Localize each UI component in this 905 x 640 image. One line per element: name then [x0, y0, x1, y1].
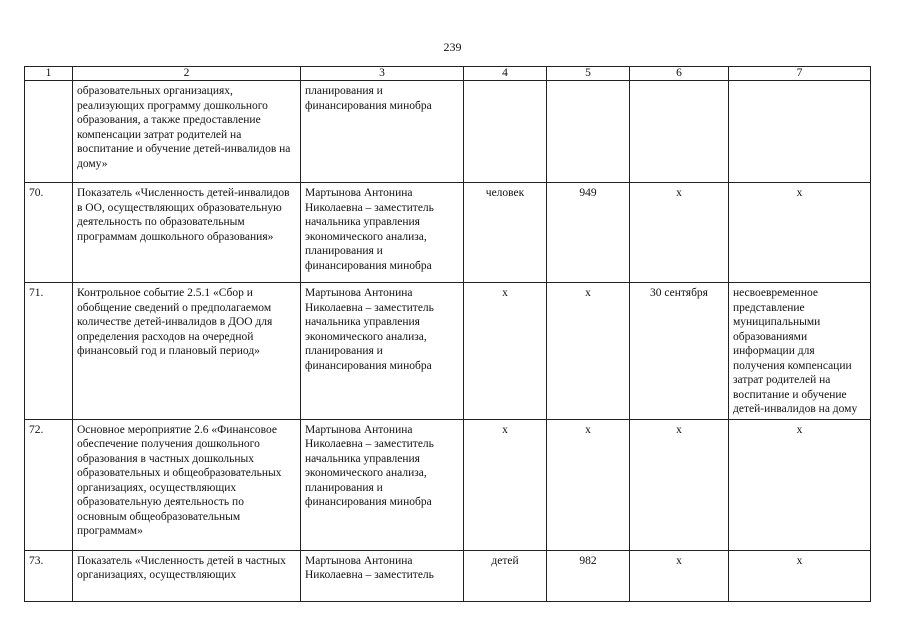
row-unit	[464, 81, 547, 183]
row-number: 72.	[25, 419, 73, 550]
row-date: 30 сентября	[630, 283, 729, 420]
plan-table	[24, 66, 871, 602]
column-header: 3	[301, 67, 464, 81]
row-responsible: Мартынова Антонина Николаевна – заместитель	[301, 550, 464, 601]
table-row	[25, 183, 871, 283]
row-name: образовательных организациях, реализующих программу дошкольного образования, а также предоставление компенсации затрат родителей на воспитание и обучение детей-инвалидов на дому»	[73, 81, 301, 183]
row-number	[25, 81, 73, 183]
table-row	[25, 419, 871, 550]
row-name: Показатель «Численность детей в частных организациях, осуществляющих	[73, 550, 301, 601]
table-row	[25, 81, 871, 183]
row-value: х	[547, 283, 630, 420]
table-row	[25, 283, 871, 420]
row-value: 982	[547, 550, 630, 601]
row-responsible: Мартынова Антонина Николаевна – заместитель начальника управления экономического анализа, планирования и финансирования минобра	[301, 283, 464, 420]
column-header: 5	[547, 67, 630, 81]
row-date	[630, 81, 729, 183]
table-header-row	[25, 67, 871, 81]
row-unit: человек	[464, 183, 547, 283]
row-date: х	[630, 183, 729, 283]
column-header: 6	[630, 67, 729, 81]
row-number: 73.	[25, 550, 73, 601]
row-unit: детей	[464, 550, 547, 601]
column-header: 2	[73, 67, 301, 81]
row-responsible: Мартынова Антонина Николаевна – заместитель начальника управления экономического анализа, планирования и финансирования минобра	[301, 183, 464, 283]
row-date: х	[630, 419, 729, 550]
column-header: 4	[464, 67, 547, 81]
row-unit: х	[464, 419, 547, 550]
row-risk: несвоевременное представление муниципальными образованиями информации для получения компенсации затрат родителей на воспитание и обучение детей-инвалидов на дому	[729, 283, 871, 420]
row-value	[547, 81, 630, 183]
row-responsible: Мартынова Антонина Николаевна – заместитель начальника управления экономического анализа, планирования и финансирования минобра	[301, 419, 464, 550]
page-number: 239	[443, 40, 462, 54]
row-unit: х	[464, 283, 547, 420]
table-row	[25, 550, 871, 601]
row-name: Основное мероприятие 2.6 «Финансовое обеспечение получения дошкольного образования в частных дошкольных образовательных и общеобразовательных организациях, осуществляющих образовательную деятельность по основным общеобразовательным программам»	[73, 419, 301, 550]
row-value: 949	[547, 183, 630, 283]
row-risk: х	[729, 550, 871, 601]
row-value: х	[547, 419, 630, 550]
row-responsible: планирования и финансирования минобра	[301, 81, 464, 183]
row-risk: х	[729, 419, 871, 550]
row-number: 70.	[25, 183, 73, 283]
column-header: 1	[25, 67, 73, 81]
row-risk: х	[729, 183, 871, 283]
column-header: 7	[729, 67, 871, 81]
row-name: Контрольное событие 2.5.1 «Сбор и обобщение сведений о предполагаемом количестве детей-инвалидов в ДОО для определения расходов на очередной финансовый год и плановый период»	[73, 283, 301, 420]
row-risk	[729, 81, 871, 183]
row-date: х	[630, 550, 729, 601]
row-name: Показатель «Численность детей-инвалидов в ОО, осуществляющих образовательную деятельность по образовательным программам дошкольного образования»	[73, 183, 301, 283]
row-number: 71.	[25, 283, 73, 420]
